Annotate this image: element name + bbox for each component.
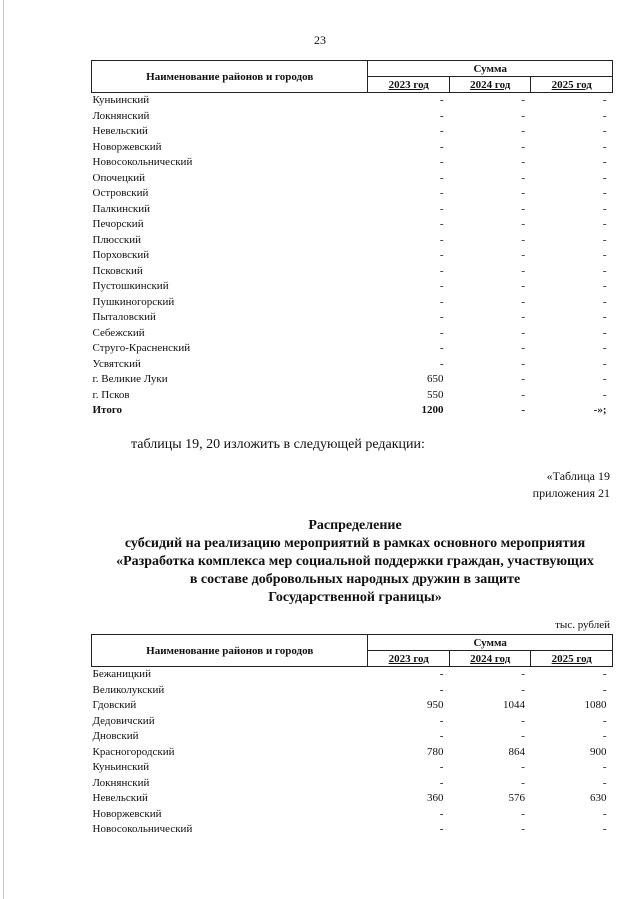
table-districts-1 bbox=[91, 60, 613, 419]
district-name: г. Псков bbox=[92, 388, 130, 401]
table-row bbox=[92, 760, 613, 776]
table-reference-line: «Таблица 19 bbox=[546, 469, 610, 483]
amount-cell: - bbox=[439, 125, 444, 137]
heading-line: субсидий на реализацию мероприятий в рамках основного мероприятия bbox=[124, 536, 586, 551]
col-header-year: 2025 год bbox=[531, 77, 613, 93]
amount-cell: - bbox=[439, 714, 444, 727]
table-row bbox=[92, 93, 613, 109]
amount-cell: - bbox=[521, 714, 525, 727]
col-header-year: 2024 год bbox=[449, 651, 531, 667]
amount-cell: - bbox=[521, 264, 525, 277]
district-name: Бежаницкий bbox=[92, 668, 151, 680]
heading-line: в составе добровольных народных дружин в защите bbox=[189, 572, 521, 587]
district-name: Дновский bbox=[92, 730, 139, 742]
scan-margin-line bbox=[3, 0, 4, 899]
amount-cell: - bbox=[439, 280, 444, 292]
amount-cell: - bbox=[602, 761, 607, 773]
table-row bbox=[92, 155, 613, 171]
table-row bbox=[92, 341, 613, 357]
amount-cell: 360 bbox=[426, 792, 444, 804]
table-row bbox=[92, 729, 613, 745]
amount-cell: - bbox=[521, 823, 525, 835]
amount-cell: - bbox=[521, 109, 525, 122]
table-row bbox=[92, 202, 613, 218]
table-row bbox=[92, 776, 613, 792]
amount-cell: 550 bbox=[427, 388, 444, 401]
amount-cell: - bbox=[439, 171, 444, 184]
district-name: Красногородский bbox=[92, 745, 175, 758]
district-name: Себежский bbox=[92, 326, 145, 339]
amount-cell: - bbox=[439, 264, 444, 277]
district-name: Пыталовский bbox=[92, 311, 156, 323]
col-header-sum: Сумма bbox=[368, 61, 613, 77]
district-name: Островский bbox=[92, 187, 149, 199]
district-name: Пушкиногорский bbox=[92, 295, 175, 308]
district-name: Куньинский bbox=[92, 761, 150, 773]
amount-cell: - bbox=[602, 140, 607, 153]
amount-cell: - bbox=[439, 233, 444, 246]
amount-cell: - bbox=[439, 761, 444, 773]
district-name: Порховский bbox=[92, 249, 150, 261]
heading-line: Распределение bbox=[308, 518, 402, 533]
units-label: тыс. рублей bbox=[555, 619, 610, 631]
col-header-year: 2023 год bbox=[368, 651, 449, 667]
amount-cell: - bbox=[602, 776, 607, 789]
amount-cell: - bbox=[602, 233, 607, 246]
district-name: Куньинский bbox=[92, 94, 150, 106]
amount-cell: - bbox=[521, 218, 525, 230]
table-row bbox=[92, 295, 613, 311]
amount-cell: - bbox=[521, 326, 525, 339]
amount-cell: - bbox=[521, 233, 525, 246]
district-name: Дедовичский bbox=[92, 714, 155, 727]
heading-line: Государственной границы» bbox=[268, 590, 442, 605]
amount-cell: - bbox=[439, 218, 444, 230]
district-name: Новосокольнический bbox=[92, 823, 193, 835]
amount-cell: - bbox=[521, 94, 525, 106]
amount-cell: - bbox=[439, 140, 444, 153]
amount-cell: - bbox=[602, 202, 607, 215]
amount-cell: - bbox=[521, 295, 525, 308]
amount-cell: - bbox=[439, 807, 444, 820]
table-row bbox=[92, 714, 613, 730]
amount-cell: - bbox=[439, 109, 444, 122]
amount-cell: - bbox=[439, 202, 444, 215]
table-row bbox=[92, 388, 613, 404]
district-name: Невельский bbox=[92, 125, 148, 137]
heading-line: «Разработка комплекса мер социальной поддержки граждан, участвующих bbox=[116, 554, 594, 569]
amount-cell: - bbox=[602, 264, 607, 277]
amount-cell: - bbox=[602, 218, 607, 230]
col-header-year: 2025 год bbox=[531, 651, 613, 667]
district-name: Плюсский bbox=[92, 233, 142, 246]
amount-cell: - bbox=[439, 730, 444, 742]
district-name: Опочецкий bbox=[92, 171, 145, 184]
amount-cell: - bbox=[602, 125, 607, 137]
amount-cell: - bbox=[439, 823, 444, 835]
amount-cell: - bbox=[602, 109, 607, 122]
table-districts-2 bbox=[91, 634, 613, 838]
amount-cell: - bbox=[602, 357, 607, 370]
amendment-paragraph: таблицы 19, 20 изложить в следующей редакции: bbox=[131, 437, 425, 452]
amount-cell: - bbox=[521, 373, 525, 385]
amount-cell: - bbox=[602, 373, 607, 385]
district-name: Усвятский bbox=[92, 357, 141, 370]
amount-cell: - bbox=[521, 171, 525, 184]
amount-cell: - bbox=[521, 187, 525, 199]
district-name: Струго-Красненский bbox=[92, 342, 191, 354]
amount-cell: - bbox=[521, 730, 525, 742]
table-row bbox=[92, 791, 613, 807]
table-row bbox=[92, 326, 613, 342]
col-header-sum: Сумма bbox=[368, 635, 613, 651]
amount-cell: - bbox=[602, 342, 607, 354]
amount-cell: - bbox=[521, 280, 525, 292]
col-header-name: Наименование районов и городов bbox=[92, 61, 368, 93]
amount-cell: - bbox=[439, 342, 444, 354]
district-name: Новосокольнический bbox=[92, 156, 193, 168]
table-row bbox=[92, 217, 613, 233]
amount-cell: - bbox=[439, 683, 444, 696]
district-name: Великолукский bbox=[92, 683, 165, 696]
table-row bbox=[92, 140, 613, 156]
amount-cell: - bbox=[602, 326, 607, 339]
table-row bbox=[92, 124, 613, 140]
table-reference bbox=[533, 468, 610, 502]
total-label: Итого bbox=[92, 404, 123, 416]
district-name: Невельский bbox=[92, 792, 148, 804]
total-amount-cell: -»; bbox=[593, 404, 607, 416]
amount-cell: 1044 bbox=[502, 699, 525, 711]
amount-cell: - bbox=[602, 730, 607, 742]
amount-cell: 1080 bbox=[584, 699, 607, 711]
amount-cell: - bbox=[439, 156, 444, 168]
district-name: Гдовский bbox=[92, 699, 137, 711]
amount-cell: - bbox=[521, 202, 525, 215]
amount-cell: - bbox=[439, 187, 444, 199]
amount-cell: - bbox=[521, 683, 525, 696]
amount-cell: - bbox=[439, 668, 444, 680]
table-row bbox=[92, 698, 613, 714]
district-name: Псковский bbox=[92, 264, 143, 277]
amount-cell: - bbox=[439, 776, 444, 789]
amount-cell: 630 bbox=[590, 792, 607, 804]
amount-cell: - bbox=[521, 311, 525, 323]
amount-cell: 950 bbox=[426, 699, 444, 711]
amount-cell: - bbox=[602, 311, 607, 323]
district-name: Локнянский bbox=[92, 776, 150, 789]
table-row bbox=[92, 248, 613, 264]
table-row bbox=[92, 186, 613, 202]
amount-cell: - bbox=[521, 776, 525, 789]
page-number: 23 bbox=[314, 33, 326, 47]
col-header-year: 2023 год bbox=[368, 77, 450, 93]
amount-cell: - bbox=[521, 125, 525, 137]
amount-cell: - bbox=[602, 668, 607, 680]
table-row bbox=[92, 233, 613, 249]
table-row bbox=[92, 667, 613, 683]
table-row bbox=[92, 279, 613, 295]
amount-cell: - bbox=[521, 357, 525, 370]
table-row bbox=[92, 264, 613, 280]
amount-cell: - bbox=[602, 171, 607, 184]
section-heading bbox=[60, 517, 640, 607]
amount-cell: - bbox=[602, 295, 607, 308]
district-name: г. Великие Луки bbox=[92, 373, 168, 385]
table-row bbox=[92, 357, 613, 373]
amount-cell: - bbox=[521, 668, 525, 680]
amount-cell: - bbox=[602, 187, 607, 199]
table-row bbox=[92, 372, 613, 388]
amount-cell: - bbox=[439, 249, 444, 261]
amount-cell: - bbox=[602, 280, 607, 292]
district-name: Печорский bbox=[92, 218, 144, 230]
amount-cell: 900 bbox=[590, 745, 607, 758]
district-name: Пустошкинский bbox=[92, 280, 169, 292]
table-row bbox=[92, 109, 613, 125]
amount-cell: 576 bbox=[508, 792, 525, 804]
district-name: Палкинский bbox=[92, 202, 151, 215]
total-amount-cell: 1200 bbox=[421, 404, 444, 416]
amount-cell: - bbox=[602, 249, 607, 261]
total-amount-cell: - bbox=[521, 404, 525, 416]
amount-cell: - bbox=[521, 156, 525, 168]
amount-cell: - bbox=[521, 388, 525, 401]
amount-cell: - bbox=[521, 342, 525, 354]
table-row bbox=[92, 683, 613, 699]
amount-cell: - bbox=[439, 311, 444, 323]
table-row bbox=[92, 745, 613, 761]
district-name: Локнянский bbox=[92, 109, 150, 122]
amount-cell: - bbox=[521, 140, 525, 153]
table-row bbox=[92, 310, 613, 326]
amount-cell: - bbox=[521, 761, 525, 773]
amount-cell: - bbox=[602, 714, 607, 727]
amount-cell: - bbox=[439, 357, 444, 370]
amount-cell: - bbox=[439, 295, 444, 308]
table-row bbox=[92, 807, 613, 823]
table-row bbox=[92, 822, 613, 838]
amount-cell: 650 bbox=[427, 373, 444, 385]
district-name: Новоржевский bbox=[92, 807, 162, 820]
col-header-name: Наименование районов и городов bbox=[92, 635, 368, 667]
col-header-year: 2024 год bbox=[450, 77, 531, 93]
amount-cell: - bbox=[521, 807, 525, 820]
table-reference-line: приложения 21 bbox=[532, 486, 610, 500]
total-row bbox=[92, 403, 613, 419]
amount-cell: 780 bbox=[426, 745, 444, 758]
amount-cell: - bbox=[521, 249, 525, 261]
amount-cell: - bbox=[602, 388, 607, 401]
amount-cell: - bbox=[602, 156, 607, 168]
amount-cell: - bbox=[602, 823, 607, 835]
amount-cell: 864 bbox=[508, 745, 525, 758]
amount-cell: - bbox=[602, 94, 607, 106]
amount-cell: - bbox=[439, 326, 444, 339]
amount-cell: - bbox=[439, 94, 444, 106]
district-name: Новоржевский bbox=[92, 140, 162, 153]
amount-cell: - bbox=[602, 807, 607, 820]
amount-cell: - bbox=[602, 683, 607, 696]
table-row bbox=[92, 171, 613, 187]
